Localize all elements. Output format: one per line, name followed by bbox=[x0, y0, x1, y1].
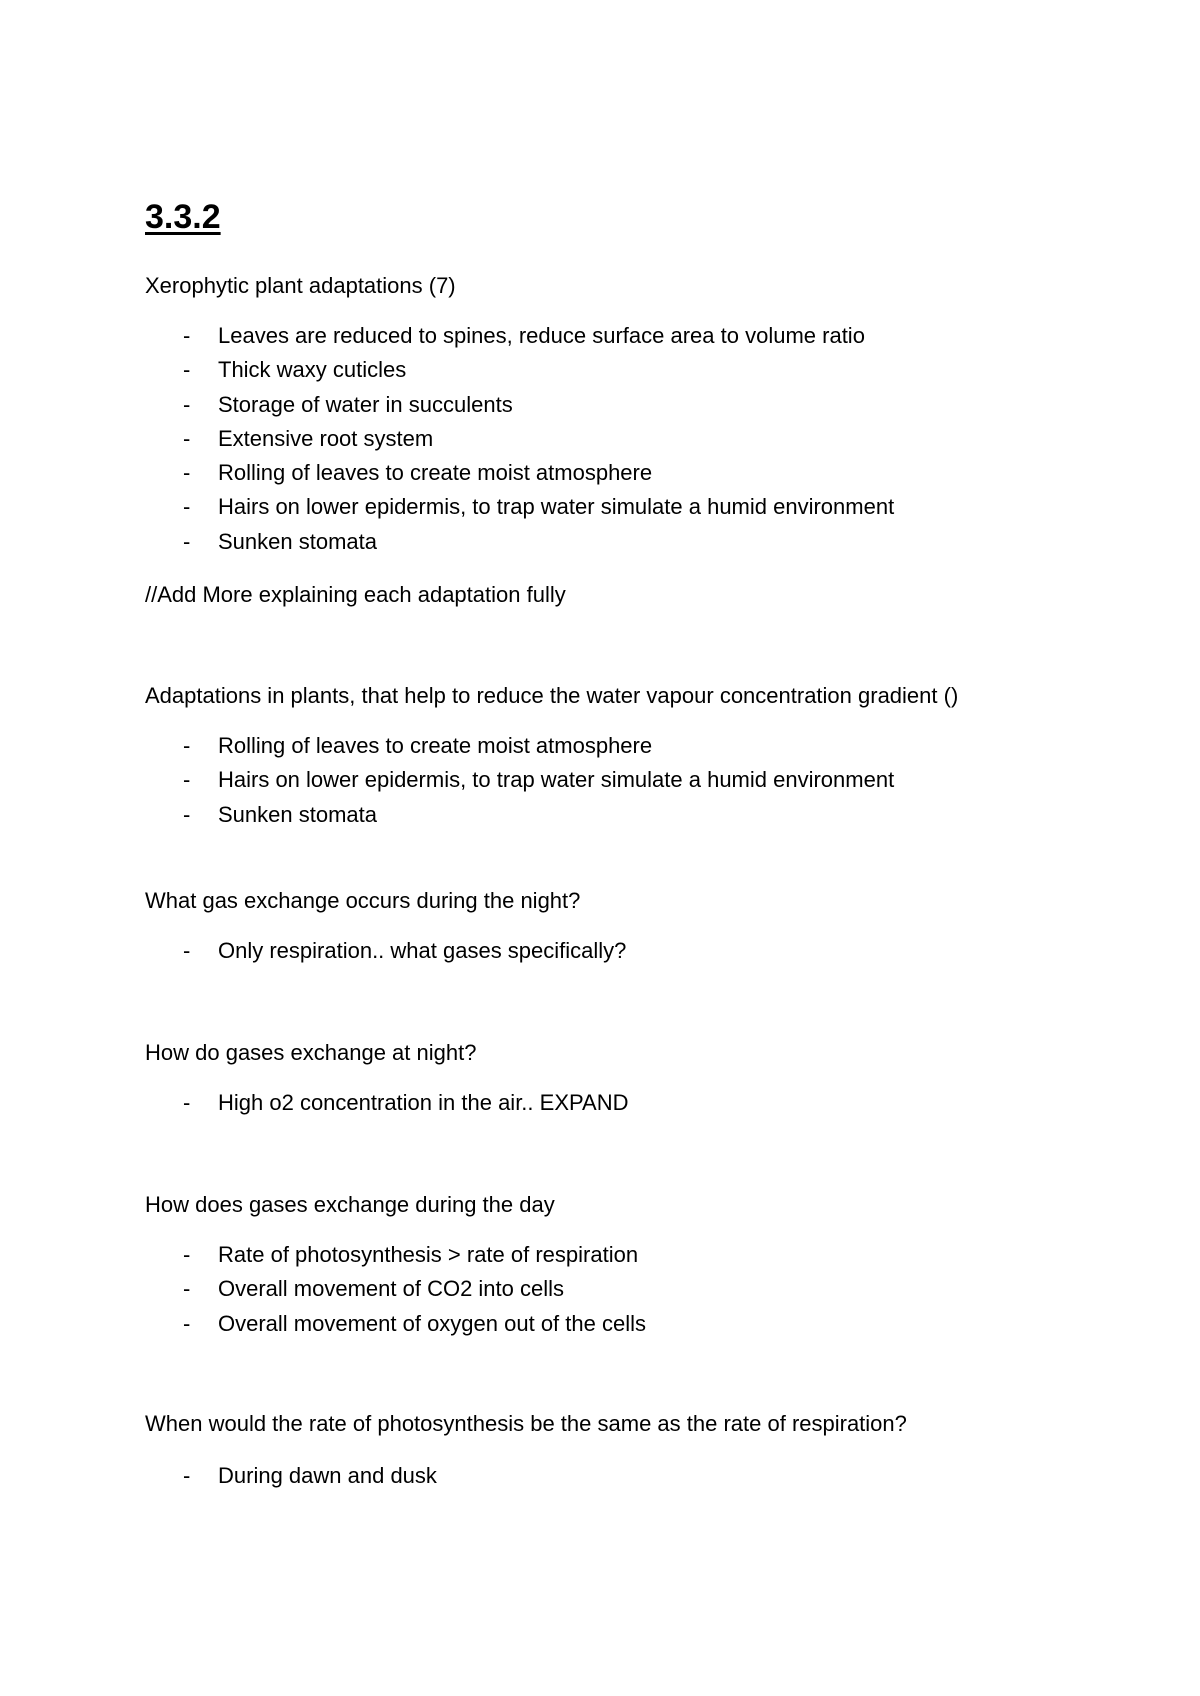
question-gases-exchange-night: How do gases exchange at night? bbox=[145, 1040, 477, 1065]
bullet-dash: - bbox=[183, 801, 191, 827]
bullet-dash: - bbox=[183, 1242, 191, 1267]
bullet-dash: - bbox=[183, 357, 191, 383]
question-xerophytic-adaptations: Xerophytic plant adaptations (7) bbox=[145, 273, 456, 298]
bullet-dash: - bbox=[183, 767, 191, 793]
bullet-dash: - bbox=[183, 1310, 191, 1336]
note-add-more: //Add More explaining each adaptation fully bbox=[145, 582, 566, 607]
question-water-vapour-gradient: Adaptations in plants, that help to reduce the water vapour concentration gradient () bbox=[145, 683, 959, 708]
bullet-dash: - bbox=[183, 460, 191, 486]
bullet-dash: - bbox=[183, 323, 191, 348]
question-night-gas-exchange: What gas exchange occurs during the night? bbox=[145, 888, 581, 913]
document-page: 3.3.2 Xerophytic plant adaptations (7) - Leaves are reduced to spines, reduce surface area to volume ratio - Thick waxy cuticles - Storage of water in succulents - Extensive root system - Rolling of leaves to create moist atmosphere - Hairs on lower epidermis, to trap water simulate a humid environment - Sunken stomata //Add More explaining each adaptation fully Adaptations in plants, that help to reduce the water vapour concentration gradient () - Rolling of leaves to create moist atmosphere - Hairs on lower epidermis, to trap water simulate a humid environment - Sunken stomata What gas exchange occurs during the night? - Only respiration.. what gases specifically? How do gases exchange at night? - High o2 concentration in the air.. EXPAND How does gases exchange during the day - Rate of photosynthesis > rate of respiration - Overall movement of CO2 into cells - Overall movement of oxygen out of the cells When would the rate of photosynthesis be the same as the rate of respiration? - During dawn and dusk bbox=[0, 0, 1200, 1696]
bullet-dash: - bbox=[183, 733, 191, 758]
bullet-dash: - bbox=[183, 1276, 191, 1302]
bullet-dash: - bbox=[183, 494, 191, 520]
section-heading: 3.3.2 bbox=[145, 198, 221, 236]
bullet-dash: - bbox=[183, 425, 191, 451]
bullet-dash: - bbox=[183, 1463, 191, 1488]
bullet-dash: - bbox=[183, 1090, 191, 1115]
question-gases-exchange-day: How does gases exchange during the day bbox=[145, 1192, 555, 1217]
bullet-dash: - bbox=[183, 938, 191, 963]
question-rate-equal: When would the rate of photosynthesis be the same as the rate of respiration? bbox=[145, 1411, 907, 1436]
bullet-dash: - bbox=[183, 391, 191, 417]
bullet-dash: - bbox=[183, 528, 191, 554]
